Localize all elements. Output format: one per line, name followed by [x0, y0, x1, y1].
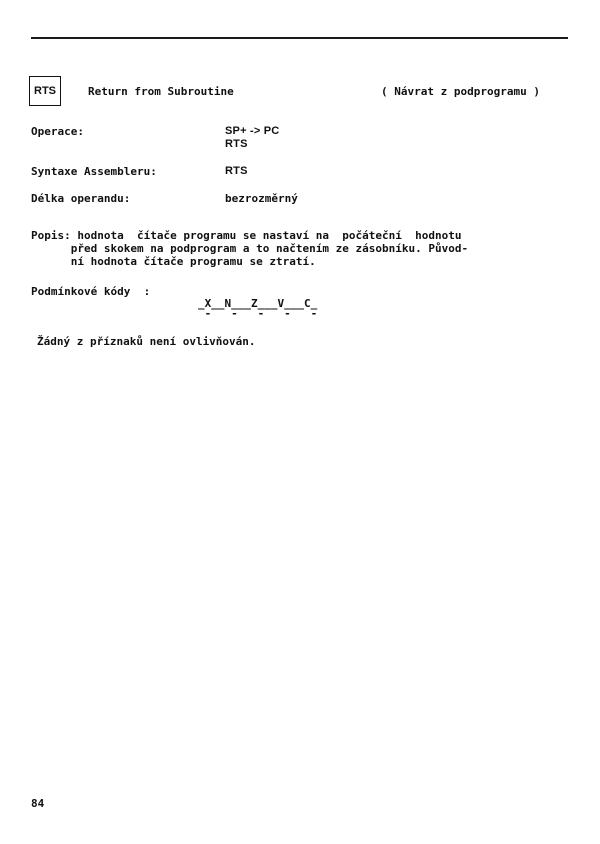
popis-line-2: před skokem na podprogram a to načtením ze zásobníku. Původ-: [31, 242, 469, 255]
condition-codes-label: Podmínkové kódy :: [31, 285, 151, 298]
top-rule: [31, 37, 568, 39]
mnemonic-box: [29, 76, 61, 106]
condition-codes-dashes: - - - - -: [198, 307, 318, 320]
popis-paragraph: [31, 229, 561, 268]
instruction-name: Return from Subroutine: [88, 85, 234, 98]
delka-label: Délka operandu:: [31, 192, 131, 205]
delka-value: bezrozměrný: [225, 192, 298, 205]
condition-codes-line: _X__N___Z___V___C_: [198, 297, 318, 310]
page-number: 84: [31, 797, 45, 810]
operace-label: Operace:: [31, 125, 84, 138]
operace-value-1: SP+ -> PC: [225, 125, 280, 137]
syntaxe-label: Syntaxe Assembleru:: [31, 165, 157, 178]
instruction-czech-name: ( Návrat z podprogramu ): [381, 85, 540, 98]
syntaxe-value: RTS: [225, 165, 248, 177]
flags-note: Žádný z příznaků není ovlivňován.: [37, 335, 256, 348]
mnemonic-label: RTS: [34, 85, 56, 97]
operace-value-2: RTS: [225, 138, 248, 150]
popis-line-3: ní hodnota čítače programu se ztratí.: [31, 255, 316, 268]
popis-line-1: Popis: hodnota čítače programu se nastaví na počáteční hodnotu: [31, 229, 462, 242]
